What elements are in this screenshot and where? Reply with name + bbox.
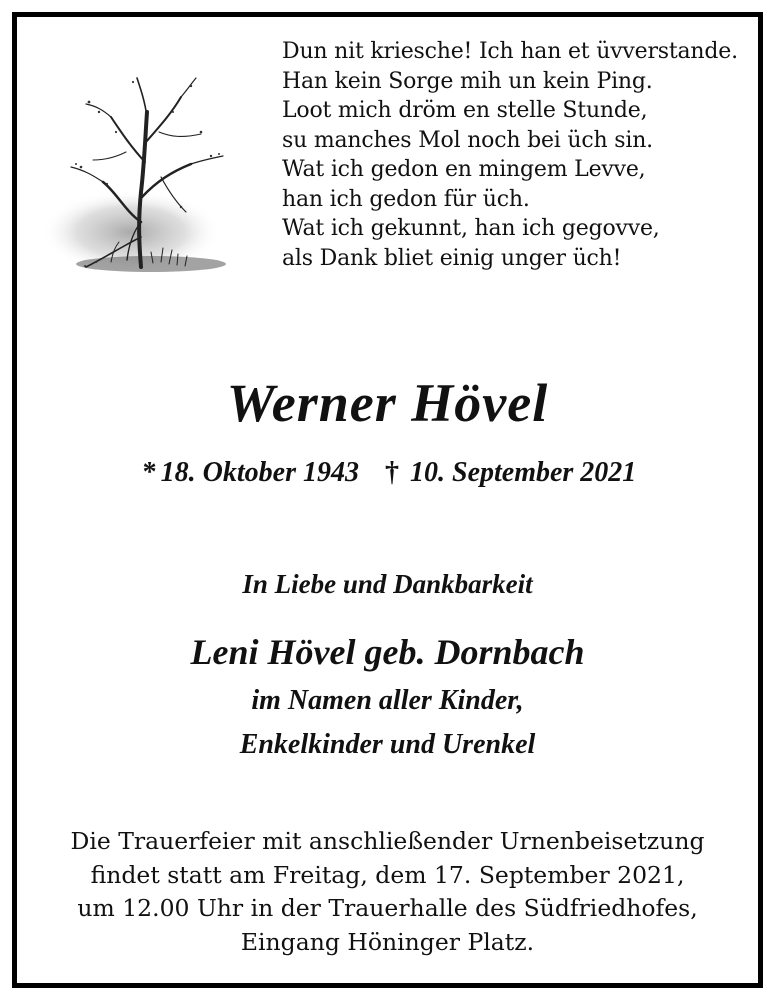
life-dates xyxy=(17,457,758,489)
poem-line: su manches Mol noch bei üch sin. xyxy=(282,127,653,153)
poem-line: Han kein Sorge mih un kein Ping. xyxy=(282,68,653,94)
poem-line: Dun nit kriesche! Ich han et üvverstande. xyxy=(282,39,738,64)
signer-line: im Namen aller Kinder, xyxy=(251,685,524,716)
deceased-name: Werner Hövel xyxy=(226,373,549,433)
signer-line: Enkelkinder und Urenkel xyxy=(239,729,536,760)
death-date: 10. September 2021 xyxy=(410,457,637,488)
poem-line: als Dank bliet einig unger üch! xyxy=(282,245,622,271)
poem-line: Wat ich gedon en mingem Levve, xyxy=(282,157,646,182)
death-cross-icon: † xyxy=(385,457,399,488)
bare-tree-icon xyxy=(41,72,236,282)
funeral-notice xyxy=(17,825,758,959)
poem-line: Wat ich gekunnt, han ich gegovve, xyxy=(282,216,660,241)
birth-symbol: * xyxy=(142,457,157,488)
notice-line: um 12.00 Uhr in der Trauerhalle des Südfriedhofes, xyxy=(77,894,698,922)
notice-line: findet statt am Freitag, dem 17. September 2021, xyxy=(90,860,685,889)
birth-date: 18. Oktober 1943 xyxy=(160,457,359,488)
signer-main: Leni Hövel geb. Dornbach xyxy=(190,632,585,672)
dedication: In Liebe und Dankbarkeit xyxy=(242,569,533,599)
obituary-frame xyxy=(12,12,763,988)
poem xyxy=(282,37,762,273)
poem-line: han ich gedon für üch. xyxy=(282,186,530,212)
notice-line: Eingang Höninger Platz. xyxy=(240,927,535,956)
poem-line: Loot mich dröm en stelle Stunde, xyxy=(282,98,648,123)
notice-line: Die Trauerfeier mit anschließender Urnenbeisetzung xyxy=(70,827,705,855)
